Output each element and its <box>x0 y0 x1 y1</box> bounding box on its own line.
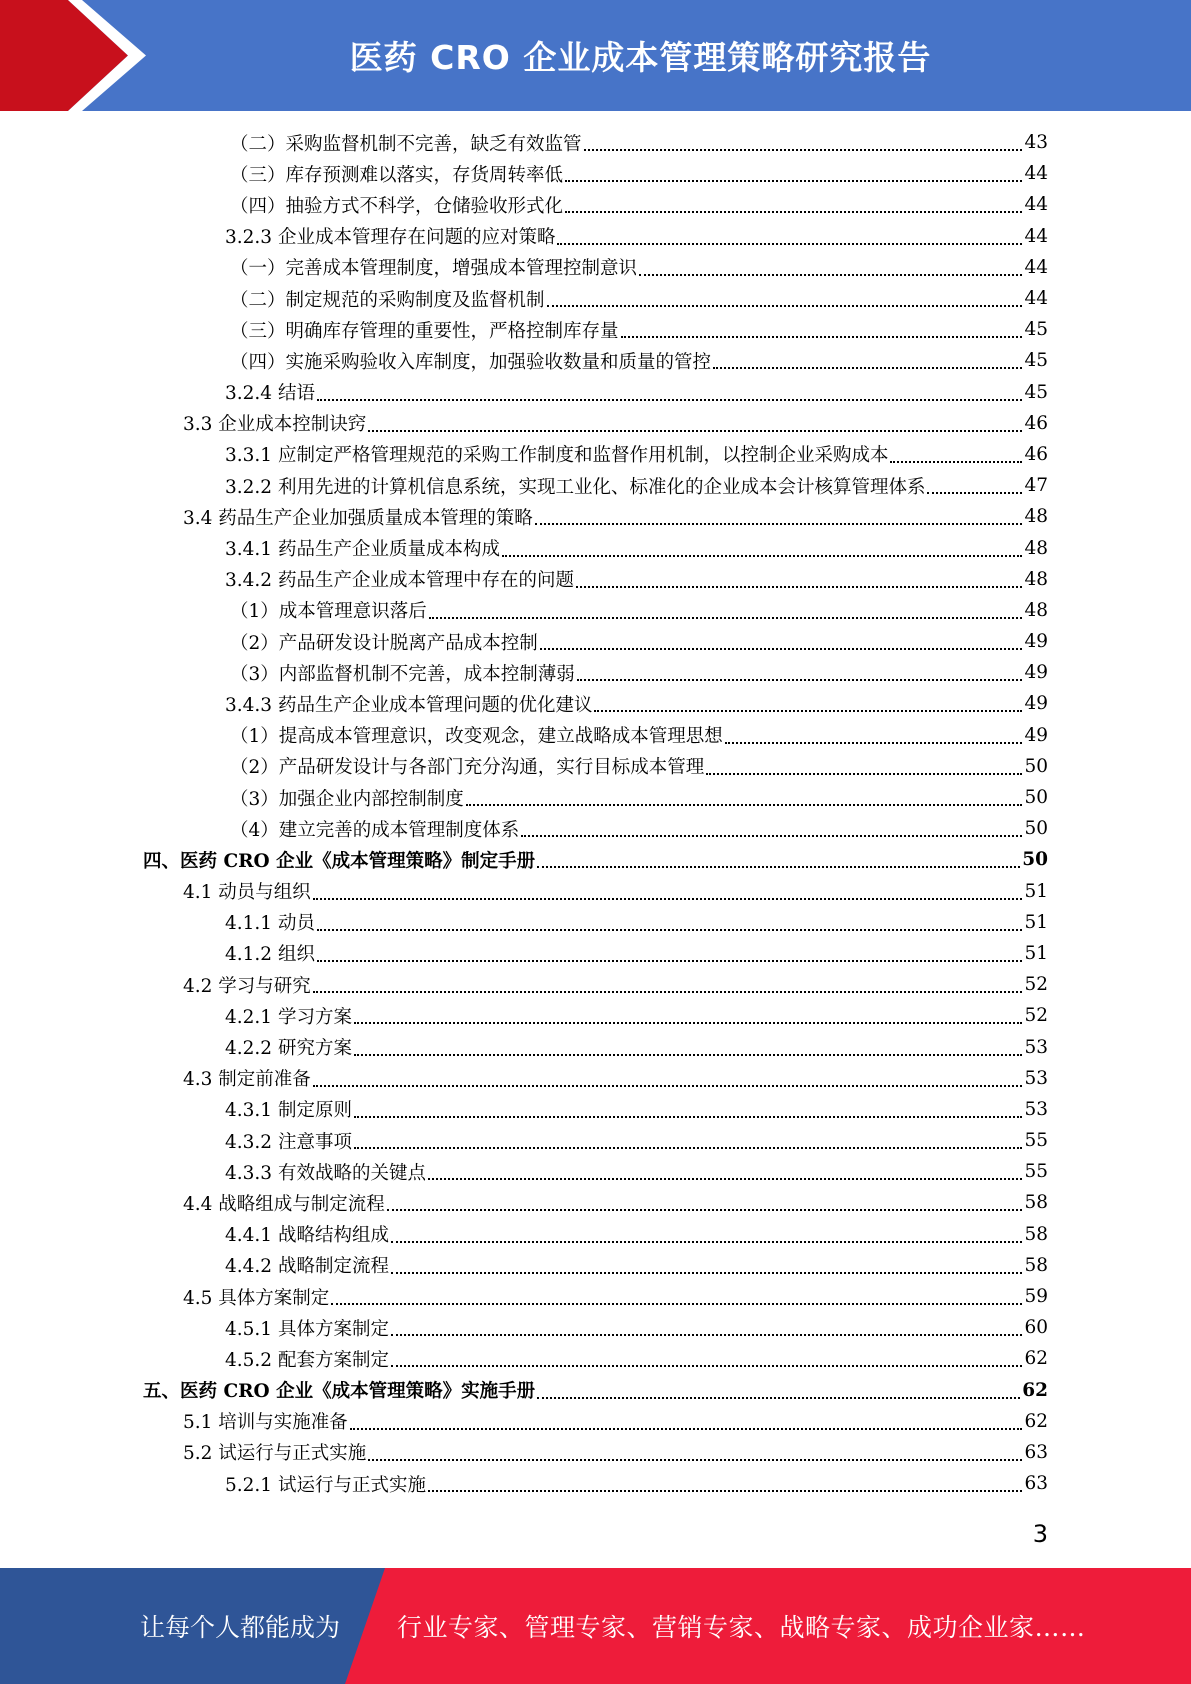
toc-entry-page: 63 <box>1024 1473 1048 1495</box>
toc-dot-leader <box>540 647 1023 650</box>
toc-dot-leader <box>428 1177 1022 1180</box>
page-number: 3 <box>1032 1520 1048 1548</box>
toc-entry-title: 3.4 药品生产企业加强质量成本管理的策略 <box>183 507 533 529</box>
toc-entry-page: 52 <box>1024 1005 1048 1027</box>
toc-entry[interactable] <box>0 688 1191 719</box>
toc-entry-title: （一）完善成本管理制度，增强成本管理控制意识 <box>230 258 638 280</box>
toc-dot-leader <box>317 928 1023 931</box>
toc-entry[interactable] <box>0 1031 1191 1062</box>
toc-dot-leader <box>547 304 1023 307</box>
toc-entry-title: 3.3 企业成本控制诀窍 <box>183 414 367 436</box>
toc-entry-title: 5.2 试运行与正式实施 <box>183 1443 367 1465</box>
toc-dot-leader <box>725 741 1023 744</box>
toc-entry[interactable] <box>0 782 1191 813</box>
toc-entry[interactable] <box>0 1343 1191 1374</box>
toc-entry[interactable] <box>0 1312 1191 1343</box>
toc-entry-page: 50 <box>1022 849 1048 871</box>
toc-dot-leader <box>565 210 1022 213</box>
toc-entry-page: 44 <box>1024 163 1048 185</box>
toc-entry-title: 3.2.2 利用先进的计算机信息系统，实现工业化、标准化的企业成本会计核算管理体系 <box>225 476 926 498</box>
header-arrow-icon <box>0 0 150 111</box>
toc-entry[interactable] <box>0 501 1191 532</box>
toc-entry-title: 3.2.3 企业成本管理存在问题的应对策略 <box>225 227 556 249</box>
toc-entry[interactable] <box>0 1406 1191 1437</box>
toc-dot-leader <box>537 1396 1020 1399</box>
toc-dot-leader <box>557 242 1022 245</box>
toc-dot-leader <box>577 678 1023 681</box>
toc-entry[interactable] <box>0 595 1191 626</box>
toc-entry-title: （二）采购监督机制不完善，缺乏有效监管 <box>230 133 582 155</box>
toc-entry[interactable] <box>0 938 1191 969</box>
toc-entry-title: （2）产品研发设计与各部门充分沟通，实行目标成本管理 <box>230 757 705 779</box>
toc-dot-leader <box>521 834 1022 837</box>
toc-entry-page: 62 <box>1024 1410 1048 1432</box>
toc-entry-page: 53 <box>1024 1067 1048 1089</box>
toc-entry-title: 3.4.1 药品生产企业质量成本构成 <box>225 539 500 561</box>
toc-entry[interactable] <box>0 1375 1191 1406</box>
toc-entry[interactable] <box>0 657 1191 688</box>
toc-dot-leader <box>890 460 1022 463</box>
toc-entry[interactable] <box>0 221 1191 252</box>
toc-entry[interactable] <box>0 813 1191 844</box>
toc-entry-title: 4.4.1 战略结构组成 <box>225 1225 389 1247</box>
toc-entry-title: （3）内部监督机制不完善，成本控制薄弱 <box>230 663 575 685</box>
toc-entry-page: 49 <box>1024 693 1048 715</box>
toc-entry-title: （四）抽验方式不科学，仓储验收形式化 <box>230 195 564 217</box>
toc-entry[interactable] <box>0 907 1191 938</box>
toc-entry[interactable] <box>0 876 1191 907</box>
toc-dot-leader <box>391 1333 1022 1336</box>
toc-entry-title: 3.4.2 药品生产企业成本管理中存在的问题 <box>225 570 574 592</box>
toc-entry-title: （1）提高成本管理意识，改变观念，建立战略成本管理思想 <box>230 726 723 748</box>
toc-entry-page: 62 <box>1024 1348 1048 1370</box>
toc-entry[interactable] <box>0 532 1191 563</box>
toc-entry-page: 46 <box>1024 412 1048 434</box>
toc-entry-page: 45 <box>1024 381 1048 403</box>
toc-entry-page: 53 <box>1024 1098 1048 1120</box>
toc-dot-leader <box>927 491 1022 494</box>
footer-slogan-left: 让每个人都能成为 <box>140 1613 341 1642</box>
toc-entry-page: 59 <box>1024 1286 1048 1308</box>
toc-entry[interactable] <box>0 127 1191 158</box>
toc-dot-leader <box>354 1053 1023 1056</box>
toc-entry[interactable] <box>0 1468 1191 1499</box>
toc-dot-leader <box>387 1208 1023 1211</box>
toc-dot-leader <box>576 585 1022 588</box>
toc-entry-title: 4.4 战略组成与制定流程 <box>183 1193 385 1215</box>
toc-dot-leader <box>313 990 1023 993</box>
toc-entry-page: 60 <box>1024 1317 1048 1339</box>
toc-entry[interactable] <box>0 626 1191 657</box>
toc-dot-leader <box>391 1364 1022 1367</box>
page-title: 医药 CRO 企业成本管理策略研究报告 <box>349 38 932 77</box>
toc-entry-title: 4.5 具体方案制定 <box>183 1287 330 1309</box>
toc-entry[interactable] <box>0 439 1191 470</box>
toc-entry-page: 44 <box>1024 288 1048 310</box>
toc-dot-leader <box>639 273 1022 276</box>
toc-entry-title: （2）产品研发设计脱离产品成本控制 <box>230 632 538 654</box>
toc-dot-leader <box>391 1271 1022 1274</box>
toc-entry-page: 62 <box>1022 1379 1048 1401</box>
toc-entry-page: 44 <box>1024 256 1048 278</box>
toc-entry-page: 50 <box>1024 755 1048 777</box>
toc-entry-page: 48 <box>1024 599 1048 621</box>
toc-entry-title: 4.1.1 动员 <box>225 913 315 935</box>
toc-entry[interactable] <box>0 470 1191 501</box>
toc-entry[interactable] <box>0 1187 1191 1218</box>
toc-entry-title: 3.3.1 应制定严格管理规范的采购工作制度和监督作用机制，以控制企业采购成本 <box>225 445 889 467</box>
toc-entry-title: 4.1.2 组织 <box>225 944 315 966</box>
toc-dot-leader <box>317 959 1023 962</box>
toc-entry-title: 3.2.4 结语 <box>225 383 315 405</box>
toc-entry-title: （四）实施采购验收入库制度，加强验收数量和质量的管控 <box>230 351 712 373</box>
toc-dot-leader <box>368 1458 1022 1461</box>
toc-entry-title: 3.4.3 药品生产企业成本管理问题的优化建议 <box>225 694 593 716</box>
toc-dot-leader <box>354 1146 1023 1149</box>
toc-entry-title: 五、医药 CRO 企业《成本管理策略》实施手册 <box>143 1381 536 1403</box>
toc-entry-title: （二）制定规范的采购制度及监督机制 <box>230 289 545 311</box>
toc-entry-page: 50 <box>1024 787 1048 809</box>
toc-entry-page: 43 <box>1024 132 1048 154</box>
toc-entry-title: 4.2 学习与研究 <box>183 975 311 997</box>
toc-entry[interactable] <box>0 158 1191 189</box>
toc-entry[interactable] <box>0 189 1191 220</box>
toc-entry-page: 48 <box>1024 506 1048 528</box>
toc-entry-page: 49 <box>1024 631 1048 653</box>
toc-entry[interactable] <box>0 377 1191 408</box>
toc-entry-title: 四、医药 CRO 企业《成本管理策略》制定手册 <box>143 850 536 872</box>
toc-entry[interactable] <box>0 345 1191 376</box>
toc-dot-leader <box>350 1427 1023 1430</box>
toc-entry-title: 4.4.2 战略制定流程 <box>225 1256 389 1278</box>
toc-entry[interactable] <box>0 408 1191 439</box>
toc-dot-leader <box>621 335 1023 338</box>
toc-entry-page: 51 <box>1024 942 1048 964</box>
toc-entry[interactable] <box>0 720 1191 751</box>
toc-entry-page: 48 <box>1024 568 1048 590</box>
toc-entry[interactable] <box>0 564 1191 595</box>
toc-entry[interactable] <box>0 844 1191 875</box>
toc-entry-page: 45 <box>1024 319 1048 341</box>
toc-entry-title: 4.2.2 研究方案 <box>225 1038 352 1060</box>
toc-entry-page: 55 <box>1024 1130 1048 1152</box>
toc-dot-leader <box>429 616 1023 619</box>
toc-entry[interactable] <box>0 1437 1191 1468</box>
toc-entry[interactable] <box>0 1281 1191 1312</box>
footer-slogan-right: 行业专家、管理专家、营销专家、战略专家、成功企业家…… <box>397 1613 1086 1642</box>
toc-entry[interactable] <box>0 1156 1191 1187</box>
toc-entry-page: 48 <box>1024 537 1048 559</box>
toc-dot-leader <box>317 398 1023 401</box>
toc-entry-page: 53 <box>1024 1036 1048 1058</box>
toc-entry-page: 58 <box>1024 1254 1048 1276</box>
toc-entry-title: 4.3.2 注意事项 <box>225 1131 352 1153</box>
toc-entry-title: 4.3 制定前准备 <box>183 1069 311 1091</box>
toc-entry[interactable] <box>0 1250 1191 1281</box>
toc-entry[interactable] <box>0 283 1191 314</box>
toc-entry-title: （三）库存预测难以落实，存货周转率低 <box>230 164 564 186</box>
toc-entry-title: 4.3.1 制定原则 <box>225 1100 352 1122</box>
toc-dot-leader <box>368 429 1022 432</box>
toc-entry-title: 4.2.1 学习方案 <box>225 1006 352 1028</box>
toc-entry[interactable] <box>0 751 1191 782</box>
toc-entry-page: 44 <box>1024 225 1048 247</box>
toc-entry[interactable] <box>0 314 1191 345</box>
table-of-contents <box>0 127 1191 1499</box>
toc-dot-leader <box>713 366 1022 369</box>
toc-entry-page: 51 <box>1024 911 1048 933</box>
toc-entry-title: 4.1 动员与组织 <box>183 882 311 904</box>
footer-banner <box>0 1568 1191 1684</box>
toc-entry[interactable] <box>0 1063 1191 1094</box>
toc-entry-title: （三）明确库存管理的重要性，严格控制库存量 <box>230 320 619 342</box>
toc-entry-title: （4）建立完善的成本管理制度体系 <box>230 819 520 841</box>
toc-entry[interactable] <box>0 252 1191 283</box>
toc-entry-title: （3）加强企业内部控制制度 <box>230 788 464 810</box>
toc-dot-leader <box>354 1021 1023 1024</box>
toc-dot-leader <box>391 1240 1022 1243</box>
toc-entry-page: 49 <box>1024 662 1048 684</box>
toc-entry-page: 63 <box>1024 1441 1048 1463</box>
toc-entry-page: 58 <box>1024 1192 1048 1214</box>
toc-entry-page: 52 <box>1024 974 1048 996</box>
toc-entry-title: 4.5.1 具体方案制定 <box>225 1318 389 1340</box>
toc-dot-leader <box>537 865 1020 868</box>
toc-entry[interactable] <box>0 1000 1191 1031</box>
toc-dot-leader <box>428 1489 1022 1492</box>
toc-entry-page: 44 <box>1024 194 1048 216</box>
toc-dot-leader <box>594 709 1022 712</box>
toc-entry-page: 45 <box>1024 350 1048 372</box>
toc-entry-title: 4.3.3 有效战略的关键点 <box>225 1162 426 1184</box>
toc-entry-page: 50 <box>1024 818 1048 840</box>
toc-entry-title: 5.1 培训与实施准备 <box>183 1412 348 1434</box>
toc-dot-leader <box>466 803 1023 806</box>
toc-entry[interactable] <box>0 969 1191 1000</box>
toc-entry-title: （1）成本管理意识落后 <box>230 601 427 623</box>
toc-dot-leader <box>313 897 1023 900</box>
toc-dot-leader <box>584 148 1023 151</box>
toc-entry-title: 5.2.1 试运行与正式实施 <box>225 1474 426 1496</box>
toc-entry[interactable] <box>0 1219 1191 1250</box>
toc-entry-page: 46 <box>1024 443 1048 465</box>
toc-entry-page: 55 <box>1024 1161 1048 1183</box>
toc-entry[interactable] <box>0 1094 1191 1125</box>
toc-entry-page: 47 <box>1024 475 1048 497</box>
toc-dot-leader <box>535 522 1023 525</box>
toc-entry-page: 51 <box>1024 880 1048 902</box>
toc-entry-page: 49 <box>1024 724 1048 746</box>
toc-entry[interactable] <box>0 1125 1191 1156</box>
toc-entry-title: 4.5.2 配套方案制定 <box>225 1349 389 1371</box>
header-banner <box>0 0 1191 111</box>
toc-dot-leader <box>565 179 1022 182</box>
toc-dot-leader <box>502 554 1022 557</box>
toc-dot-leader <box>354 1115 1023 1118</box>
toc-entry-page: 58 <box>1024 1223 1048 1245</box>
toc-dot-leader <box>313 1084 1023 1087</box>
toc-dot-leader <box>331 1302 1022 1305</box>
toc-dot-leader <box>706 772 1022 775</box>
